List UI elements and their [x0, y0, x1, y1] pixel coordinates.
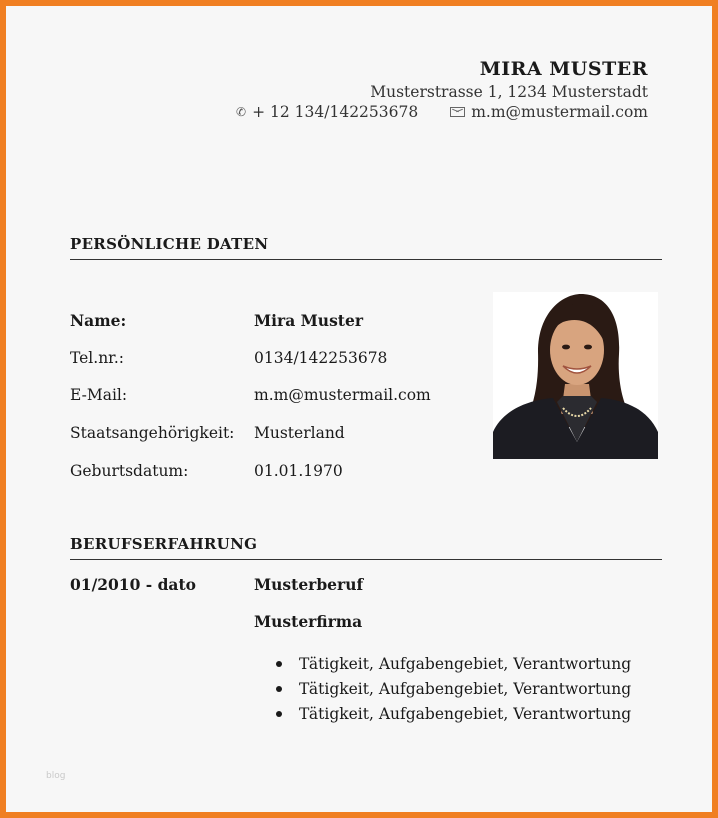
job-period: 01/2010 - dato — [70, 575, 196, 594]
bullet-icon — [276, 686, 282, 692]
bullet-icon — [276, 711, 282, 717]
section-heading-career: BERUFSERFAHRUNG — [70, 535, 662, 560]
bullet-icon — [276, 661, 282, 667]
contact-header — [236, 58, 648, 121]
phone-number: + 12 134/142253678 — [252, 103, 419, 121]
phone-icon: ✆ — [236, 105, 247, 119]
list-item — [276, 676, 631, 701]
field-label: Name: — [70, 311, 127, 330]
field-label: Staatsangehörigkeit: — [70, 424, 235, 442]
list-item — [276, 701, 631, 726]
field-value: Mira Muster — [254, 311, 363, 330]
email-address: m.m@mustermail.com — [471, 103, 648, 121]
field-label: E-Mail: — [70, 386, 128, 404]
phone-item — [236, 103, 418, 121]
watermark: blog — [46, 771, 66, 781]
task-list — [276, 651, 631, 726]
field-value: 0134/142253678 — [254, 349, 388, 367]
task-text: Tätigkeit, Aufgabengebiet, Verantwortung — [299, 679, 632, 698]
field-value: 01.01.1970 — [254, 462, 343, 480]
email-item — [450, 103, 648, 121]
task-text: Tätigkeit, Aufgabengebiet, Verantwortung — [299, 654, 632, 673]
field-label: Tel.nr.: — [70, 349, 125, 367]
applicant-name: MIRA MUSTER — [479, 58, 648, 80]
envelope-icon — [450, 107, 465, 117]
list-item — [276, 651, 631, 676]
section-heading-personal: PERSÖNLICHE DATEN — [70, 235, 662, 260]
company-name: Musterfirma — [254, 612, 363, 631]
field-value: Musterland — [254, 424, 345, 442]
task-text: Tätigkeit, Aufgabengebiet, Verantwortung — [299, 704, 632, 723]
field-value: m.m@mustermail.com — [254, 386, 431, 404]
job-title: Musterberuf — [254, 575, 364, 594]
profile-photo — [493, 292, 658, 459]
contact-line — [236, 103, 648, 121]
field-label: Geburtsdatum: — [70, 462, 189, 480]
address: Musterstrasse 1, 1234 Musterstadt — [370, 83, 648, 101]
